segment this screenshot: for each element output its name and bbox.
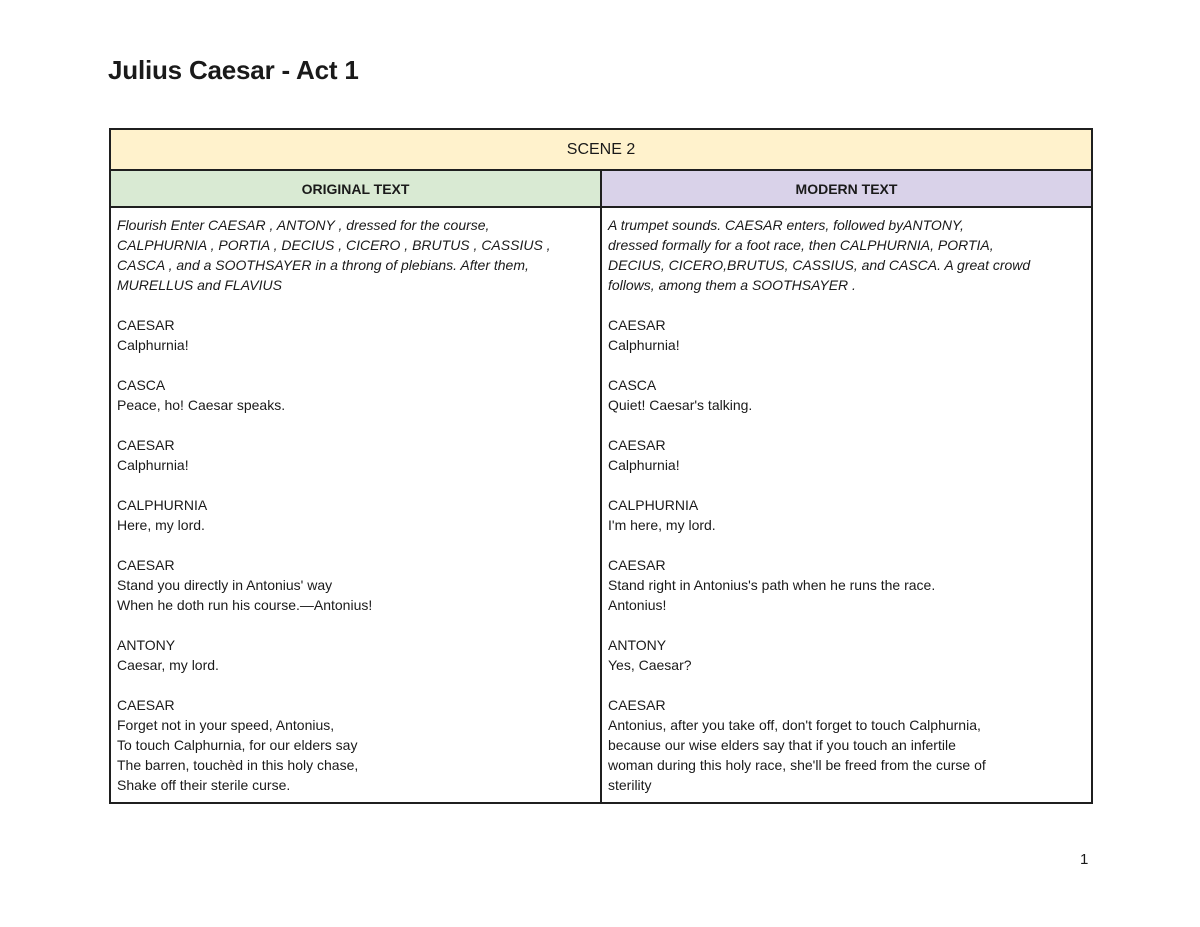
speech-text: Caesar, my lord.	[117, 657, 219, 673]
modern-line-block	[608, 315, 1085, 355]
page-number: 1	[1080, 851, 1089, 868]
speaker-name: CAESAR	[117, 437, 175, 453]
scene-table	[109, 128, 1093, 804]
original-line-block	[117, 695, 594, 795]
modern-line-block	[608, 375, 1085, 415]
original-line-block	[117, 435, 594, 475]
speech-text: Calphurnia!	[117, 337, 189, 353]
speaker-name: ANTONY	[117, 637, 176, 653]
document-title: Julius Caesar - Act 1	[108, 55, 359, 85]
speech-text: Peace, ho! Caesar speaks.	[117, 397, 286, 413]
speaker-name: CAESAR	[608, 697, 666, 713]
speaker-name: ANTONY	[608, 637, 667, 653]
speaker-name: CAESAR	[608, 317, 666, 333]
modern-line-block	[608, 635, 1085, 675]
speaker-name: CAESAR	[117, 317, 175, 333]
speaker-name: CAESAR	[608, 557, 666, 573]
speech-text: Stand right in Antonius's path when he runs the race. Antonius!	[608, 577, 936, 613]
speaker-name: CAESAR	[608, 437, 666, 453]
scene-header: SCENE 2	[110, 129, 1092, 170]
original-text-header: ORIGINAL TEXT	[110, 170, 601, 207]
speaker-name: CALPHURNIA	[117, 497, 208, 513]
speech-text: Antonius, after you take off, don't forget to touch Calphurnia, because our wise elders say that if you touch an infertile woman during this holy race, she'll be freed from the curse of sterility	[608, 717, 986, 793]
speech-text: Quiet! Caesar's talking.	[608, 397, 753, 413]
original-text-cell	[110, 207, 601, 803]
modern-stage-direction: A trumpet sounds. CAESAR enters, followed byANTONY, dressed formally for a foot race, then CALPHURNIA, PORTIA, DECIUS, CICERO,BRUTUS, CASSIUS, and CASCA. A great crowd follows, among them a SOOTHSAYER .	[608, 217, 1031, 293]
modern-line-block	[608, 495, 1085, 535]
speaker-name: CASCA	[117, 377, 166, 393]
speech-text: Calphurnia!	[608, 457, 680, 473]
speech-text: Stand you directly in Antonius' way When he doth run his course.—Antonius!	[117, 577, 373, 613]
modern-line-block	[608, 435, 1085, 475]
original-line-block	[117, 315, 594, 355]
speech-text: Forget not in your speed, Antonius, To touch Calphurnia, for our elders say The barren, touchèd in this holy chase, Shake off their sterile curse.	[117, 717, 359, 793]
speaker-name: CASCA	[608, 377, 657, 393]
original-line-block	[117, 555, 594, 615]
original-line-block	[117, 635, 594, 675]
speaker-name: CALPHURNIA	[608, 497, 699, 513]
modern-text-header: MODERN TEXT	[601, 170, 1092, 207]
modern-line-block	[608, 695, 1085, 795]
original-stage-direction: Flourish Enter CAESAR , ANTONY , dressed for the course, CALPHURNIA , PORTIA , DECIUS , CICERO , BRUTUS , CASSIUS , CASCA , and a SOOTHSAYER in a throng of plebians. After them, MURELLUS and FLAVIUS	[117, 217, 551, 293]
speaker-name: CAESAR	[117, 557, 175, 573]
speech-text: Calphurnia!	[608, 337, 680, 353]
speech-text: Calphurnia!	[117, 457, 189, 473]
speaker-name: CAESAR	[117, 697, 175, 713]
speech-text: Here, my lord.	[117, 517, 205, 533]
speech-text: Yes, Caesar?	[608, 657, 692, 673]
speech-text: I'm here, my lord.	[608, 517, 716, 533]
modern-text-cell	[601, 207, 1092, 803]
original-line-block	[117, 375, 594, 415]
original-line-block	[117, 495, 594, 535]
modern-line-block	[608, 555, 1085, 615]
